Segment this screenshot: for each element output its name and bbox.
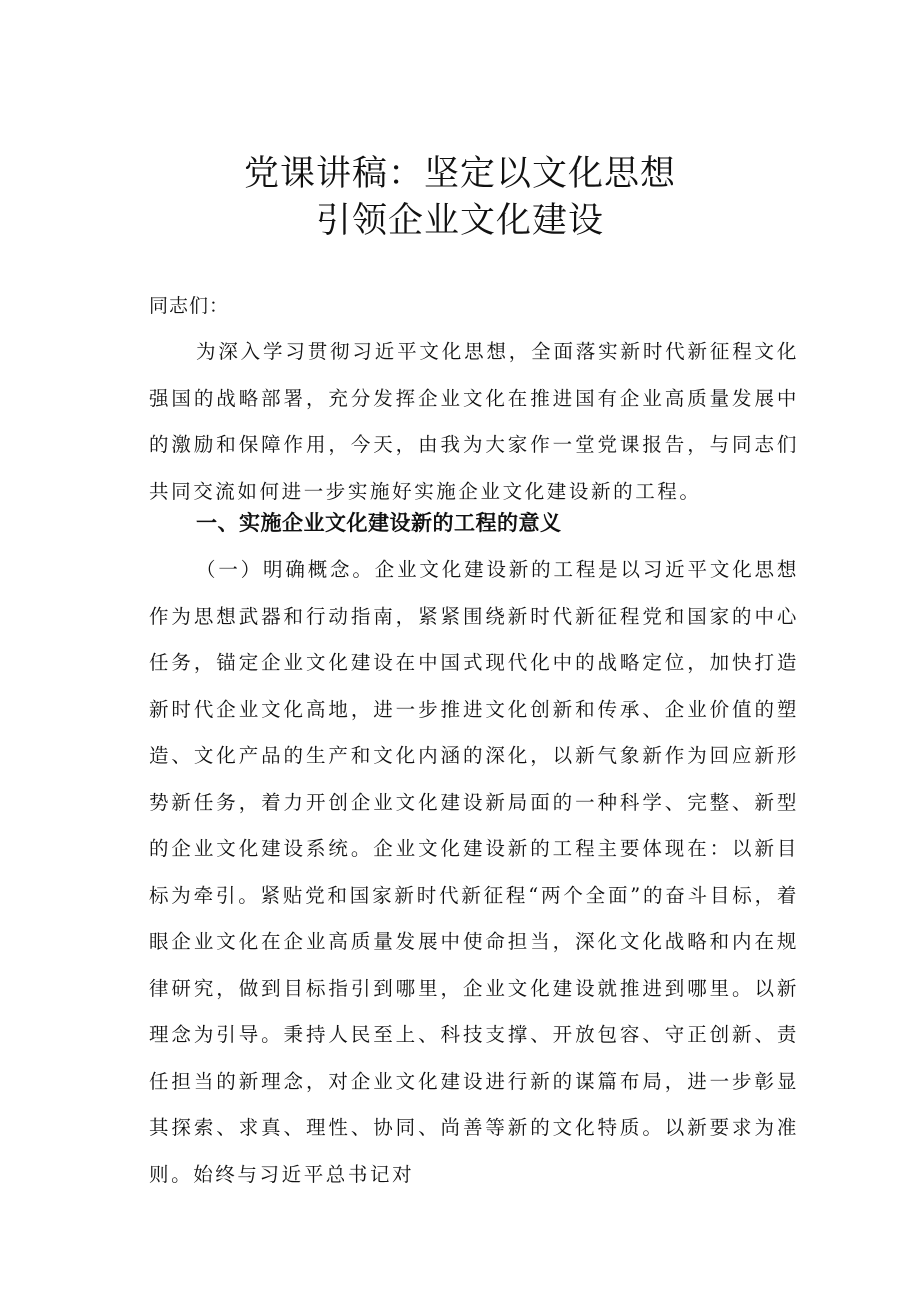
section-heading: 一、实施企业文化建设新的工程的意义: [196, 511, 562, 535]
section-paragraph: （一）明确概念。企业文化建设新的工程是以习近平文化思想作为思想武器和行动指南，紧紧围绕新时代新征程党和国家的中心任务，锚定企业文化建设在中国式现代化中的战略定位，加快打造新时代企业文化高地，进一步推进文化创新和传承、企业价值的塑造、文化产品的生产和文化内涵的深化，以新气象新作为回应新形势新任务，着力开创企业文化建设新局面的一种科学、完整、新型的企业文化建设系统。企业文化建设新的工程主要体现在：以新目标为牵引。紧贴党和国家新时代新征程“两个全面”的奋斗目标，着眼企业文化在企业高质量发展中使命担当，深化文化战略和内在规律研究，做到目标指引到哪里，企业文化建设就推进到哪里。以新理念为引导。秉持人民至上、科技支撑、开放包容、守正创新、责任担当的新理念，对企业文化建设进行新的谋篇布局，进一步彰显其探索、求真、理性、协同、尚善等新的文化特质。以新要求为准则。始终与习近平总书记对: [149, 558, 799, 1186]
document-title-line-2: 引领企业文化建设: [315, 201, 604, 241]
salutation: 同志们：: [149, 295, 230, 317]
document-title-line-1: 党课讲稿：坚定以文化思想: [243, 154, 676, 194]
intro-paragraph: 为深入学习贯彻习近平文化思想，全面落实新时代新征程文化强国的战略部署，充分发挥企业文化在推进国有企业高质量发展中的激励和保障作用，今天，由我为大家作一堂党课报告，与同志们共同交流如何进一步实施好实施企业文化建设新的工程。: [149, 340, 799, 503]
